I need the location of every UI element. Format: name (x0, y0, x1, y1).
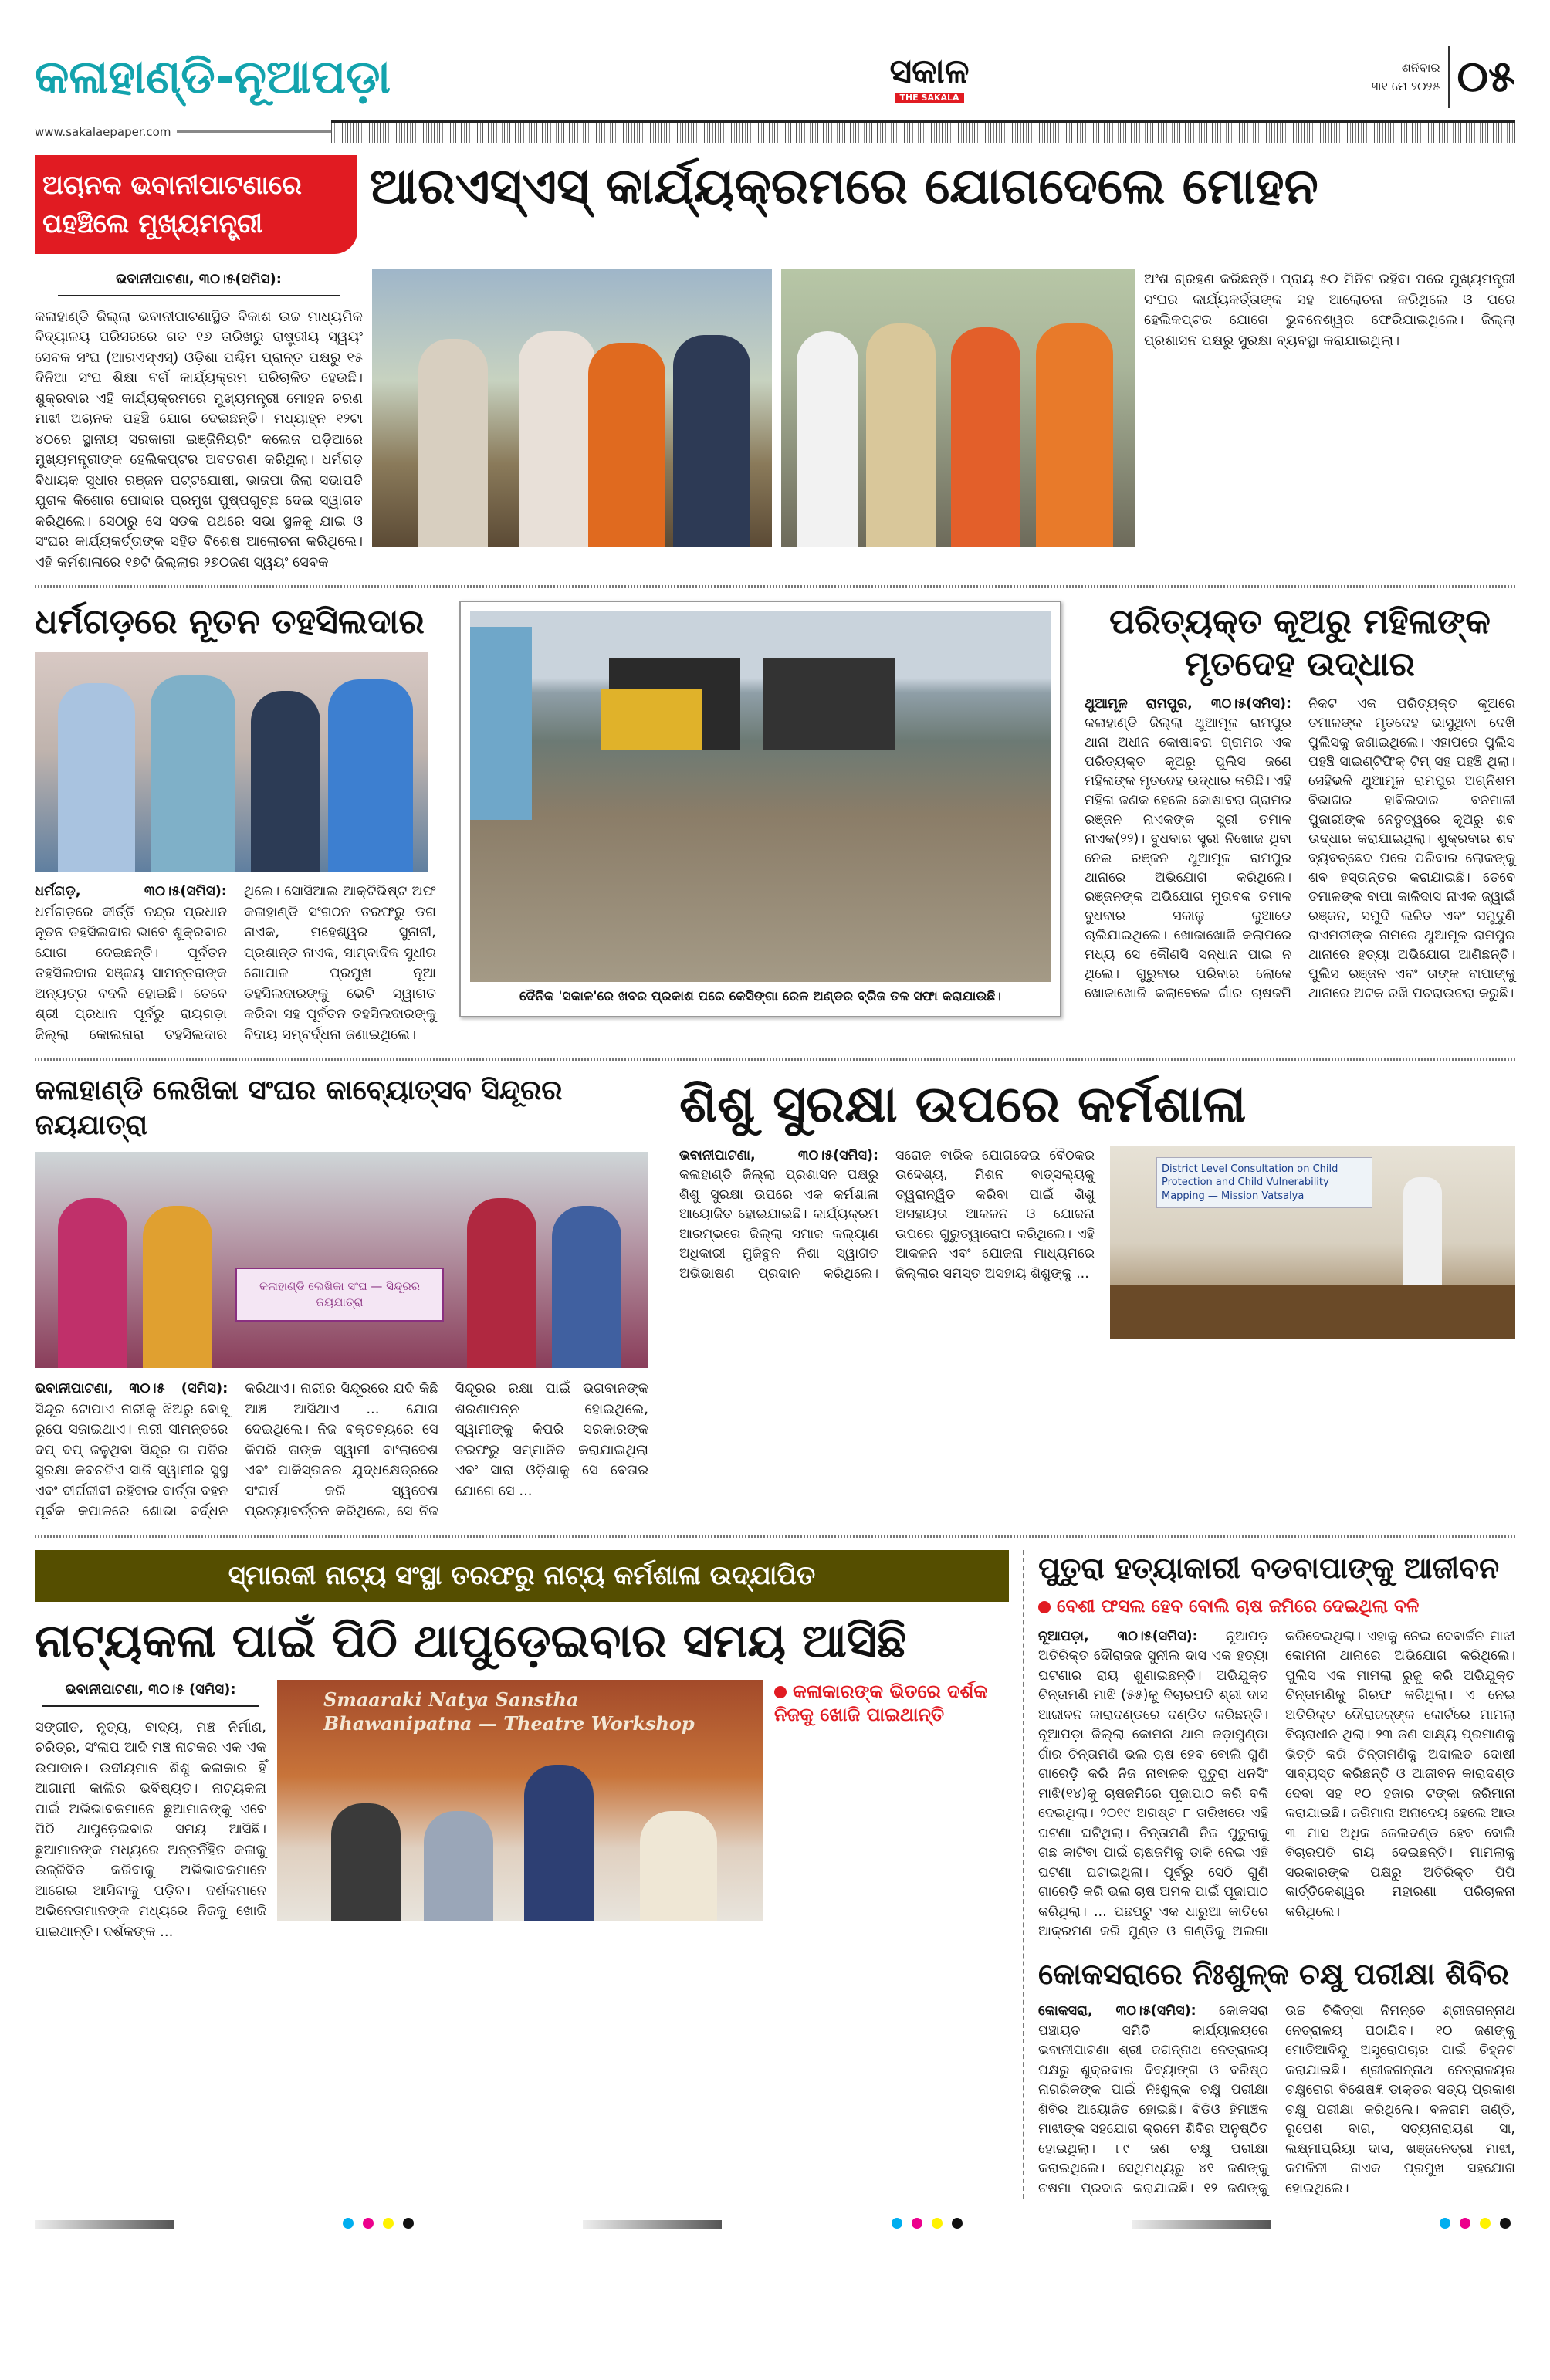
bullet-dot-icon (774, 1686, 787, 1698)
dharmagarh-body (35, 882, 436, 1045)
logo-tag: THE SAKALA (895, 93, 964, 103)
masthead-decorative-bar (331, 120, 1515, 143)
photo-theatre-workshop (277, 1680, 763, 1921)
dharmagarh-headline: ଧର୍ମଗଡ଼ରେ ନୂତନ ତହସିଲଦାର (35, 602, 425, 642)
murder-subhead (1038, 1596, 1515, 1618)
edition-title: କଳାହାଣ୍ଡି-ନୂଆପଡ଼ା (35, 50, 391, 104)
child-content (679, 1146, 1515, 1339)
newspaper-logo (868, 52, 991, 103)
theatre-subhead (774, 1680, 1009, 1735)
issue-day: ଶନିବାର (1401, 60, 1440, 75)
poetry-column (35, 1073, 648, 1522)
lead-body-text: କଳାହାଣ୍ଡି ଜିଲ୍ଲା ଭବାନୀପାଟଣାସ୍ଥିତ ବିକାଶ ଉଚ୍ଚ ମାଧ୍ୟମିକ ବିଦ୍ୟାଳୟ ପରିସରରେ ଗତ ୧୬ ତାରିଖରୁ ରାଷ୍ଟ୍ରୀୟ ସ୍ୱୟଂ ସେବକ ସଂଘ (ଆରଏସ୍‌ଏସ୍) ଓଡ଼ିଶା ପଶ୍ଚିମ ପ୍ରାନ୍ତ ପକ୍ଷରୁ ୧୫ ଦିନିଆ ସଂଘ ଶିକ୍ଷା ବର୍ଗ କାର୍ଯ୍ୟକ୍ରମ ପରିଚାଳିତ ହେଉଛି। ଶୁକ୍ରବାର ଏହି କାର୍ଯ୍ୟକ୍ରମରେ ମୁଖ୍ୟମନ୍ତ୍ରୀ ମୋହନ ଚରଣ ମାଝୀ ଅଚାନକ ପହଞ୍ଚି ଯୋଗ ଦେଇଛନ୍ତି। ମଧ୍ୟାହ୍ନ ୧୨ଟା ୪୦ରେ ସ୍ଥାନୀୟ ସରକାରୀ ଇଞ୍ଜିନିୟରିଂ କଲେଜ ପଡ଼ିଆରେ ମୁଖ୍ୟମନ୍ତ୍ରୀଙ୍କ ହେଲିକପ୍ଟର ଅବତରଣ କରିଥିଲା। ଧର୍ମଗଡ଼ ବିଧାୟକ ସୁଧୀର ରଞ୍ଜନ ପଟ୍ଟଯୋଷୀ, ଭାଜପା ଜିଲା ସଭାପତି ଯୁଗଳ କିଶୋର ପୋଦ୍ଦାର ପ୍ରମୁଖ ପୁଷ୍ପଗୁଚ୍ଛ ଦେଇ ସ୍ୱାଗତ କରିଥିଲେ। ସେଠାରୁ ସେ ସଡକ ପଥରେ ସଭା ସ୍ଥଳକୁ ଯାଇ ଓ ସଂଘର କାର୍ଯ୍ୟକର୍ତ୍ତାଙ୍କ ସହିତ ବିଶେଷ ଆଲୋଚନା କରିଥିଲେ। ଏହି କର୍ମଶାଳାରେ ୧୭ଟି ଜିଲ୍ଲାର ୨୭୦ଜଣ ସ୍ୱୟଂ ସେବକ (35, 308, 363, 570)
murder-subhead-text: ବେଶୀ ଫସଲ ହେବ ବୋଲି ଚାଷ ଜମିରେ ଦେଇଥିଲା ବଳି (1057, 1596, 1420, 1617)
photo-underbridge-cleaning (470, 611, 1051, 982)
page-number: ୦୫ (1448, 46, 1516, 108)
lead-headline: ଆରଏସ୍‌ଏସ୍ କାର୍ଯ୍ୟକ୍ରମରେ ଯୋଗଦେଲେ ମୋହନ (370, 158, 1318, 215)
murder-text: ନୂଆପଡ଼ ଅତିରିକ୍ତ ଦୌରାଜଜ ସୁନୀଲ ଦାସ ଏକ ହତ୍ୟା ଘଟଣାର ରାୟ ଶୁଣାଇଛନ୍ତି। ଅଭିଯୁକ୍ତ ଚିନ୍ତାମଣି ମାଝି (୫୫)କୁ ବିଚାରପତି ଶ୍ରୀ ଦାସ ଆଜୀବନ କାରାଦଣ୍ଡରେ ଦଣ୍ଡିତ କରିଛନ୍ତି। ନୂଆପଡ଼ା ଜିଲ୍ଲା କୋମନା ଥାନା ଜଡ଼ାମୁଣ୍ଡା ଗାଁର ଚିନ୍ତାମଣି ଭଲ ଚାଷ ହେବ ବୋଲି ଗୁଣି ଗାରେଡ଼ି କରି ନିଜ ନାବାଳକ ପୁତୁରା ଧନସିଂ ମାଝି(୧୪)କୁ ଚାଷଜମିରେ ପୂଜାପାଠ କରି ବଳି ଦେଇଥିଲା। ୨୦୧୯ ଅଗଷ୍ଟ ୮ ତାରିଖରେ ଏହି ଘଟଣା ଘଟିଥିଲା। ଚିନ୍ତାମଣି ନିଜ ପୁତୁରାକୁ ଗଛ କାଟିବା ପାଇଁ ଚାଷଜମିକୁ ଡାକି ନେଇ ଏହି ଘଟଣା ଘଟାଇଥିଲା। ପୂର୍ବରୁ ସେଠି ଗୁଣି ଗାରେଡ଼ି କରି ଭଲ ଚାଷ ଅମଳ ପାଇଁ ପୂଜାପାଠ କରିଥିଲା। ... ପଛପଟୁ ଏକ ଧାରୁଆ କାତିରେ ଆକ୍ରମଣ କରି ମୁଣ୍ଡ ଓ ଗଣ୍ଡିକୁ ଅଲଗା କରିଦେଇଥିଲା। ଏହାକୁ ନେଇ ଦେବାର୍ଚ୍ଚନ ମାଝୀ କୋମନା ଥାନାରେ ଅଭିଯୋଗ କରିଥିଲେ। ପୁଲିସ ଏକ ମାମଲା ରୁଜୁ କରି ଅଭିଯୁକ୍ତ ଚିନ୍ତାମଣିକୁ ଗିରଫ କରିଥିଲା। ଏ ନେଇ ଅତିରିକ୍ତ ଦୌରାଜଜ୍‌ଙ୍କ କୋର୍ଟରେ ମାମଲା ବିଚାରାଧୀନ ଥିଲା। ୨୩ ଜଣ ସାକ୍ଷ୍ୟ ପ୍ରମାଣକୁ ଭିତ୍ତି କରି ଚିନ୍ତାମଣିକୁ ଅଦାଲତ ଦୋଷୀ ସାବ୍ୟସ୍ତ କରିଛନ୍ତି ଓ ଆଜୀବନ କାରାଦଣ୍ଡ ଦେବା ସହ ୧୦ ହଜାର ଟଙ୍କା ଜରିମାନା କରାଯାଇଛି। ଜରିମାନା ଅନାଦେୟ ହେଲେ ଆଉ ୩ ମାସ ଅଧିକ ଜେଲଦଣ୍ଡ ହେବ ବୋଲି ବିଚାରପତି ରାୟ ଦେଇଛନ୍ତି। ମାମଲାକୁ ସରକାରଙ୍କ ପକ୍ଷରୁ ଅତିରିକ୍ତ ପିପି କାର୍ତ୍ତିକେଶ୍ୱର ମହାରଣା ପରିଚାଳନା କରିଥିଲେ। (1038, 1628, 1515, 1940)
photo-child-workshop (1110, 1146, 1515, 1339)
lead-header (35, 155, 1515, 254)
well-column (1085, 601, 1515, 1004)
dharmagarh-dateline: ଧର୍ମଗଡ଼, ୩୦।୫(ସମିସ): (35, 883, 227, 899)
section-two (35, 601, 1515, 1045)
workshop-sign: District Level Consultation on Child Protection and Child Vulnerability Mapping — Mission Vatsalya (1156, 1157, 1372, 1209)
lead-dateline: ଭବାନୀପାଟଣା, ୩୦।୫(ସମିସ): (58, 269, 340, 296)
photo-cm-welcome (372, 269, 772, 547)
well-text: କଳାହାଣ୍ଡି ଜିଲ୍ଲା ଥୁଆମୂଳ ରାମପୁର ଥାନା ଅଧୀନ କୋଷାବରା ଗ୍ରାମର ଏକ ପରିତ୍ୟକ୍ତ କୂଅରୁ ପୁଲିସ ଜଣେ ମହିଳାଙ୍କ ମୃତଦେହ ଉଦ୍ଧାର କରିଛି। ଏହି ମହିଳା ଜଣକ ହେଲେ କୋଷାବରା ଗ୍ରାମର ରଞ୍ଜନ ନାଏକଙ୍କ ସ୍ତ୍ରୀ ତମାଳ ନାଏକ(୨୨)। ବୁଧବାର ସ୍ତ୍ରୀ ନିଖୋଜ ଥିବା ନେଇ ରଞ୍ଜନ ଥୁଆମୂଳ ରାମପୁର ଥାନାରେ ଅଭିଯୋଗ କରିଥିଲେ। ରଞ୍ଜନଙ୍କ ଅଭିଯୋଗ ମୁତାବକ ତମାଳ ବୁଧବାର ସକାଳୁ କୁଆଡେ ଚାଲିଯାଇଥିଲେ। ଖୋଜାଖୋଜି କଲାପରେ ମଧ୍ୟ ସେ କୌଣସି ସନ୍ଧାନ ପାଇ ନ ଥିଲେ। ଗୁରୁବାର ପରିବାର ଲୋକେ ଖୋଜାଖୋଜି କଲାବେଳେ ଗାଁର ଚାଷଜମି ନିକଟ ଏକ ପରିତ୍ୟକ୍ତ କୂଅରେ ତମାଳଙ୍କ ମୃତଦେହ ଭାସୁଥିବା ଦେଖି ପୁଲିସକୁ ଜଣାଇଥିଲେ। ଏହାପରେ ପୁଲିସ ପହଞ୍ଚି ସାଇଣ୍ଟିଫିକ୍ ଟିମ୍ ସହ ପହଞ୍ଚି ଥିଲା। ସେହିଭଳି ଥୁଆମୂଳ ରାମପୁର ଅଗ୍ନିଶମ ବିଭାଗର ହାବିଲଦାର ବନମାଳୀ ପୁଜାରୀଙ୍କ ନେତୃତ୍ୱରେ କୂଅରୁ ଶବ ଉଦ୍ଧାର କରାଯାଇଥିଲା। ଶୁକ୍ରବାର ଶବ ବ୍ୟବଚ୍ଛେଦ ପରେ ପରିବାର ଲୋକଙ୍କୁ ଶବ ହସ୍ତାନ୍ତର କରାଯାଇଛି। ତେବେ ତମାଳଙ୍କ ବାପା କାଳିଦାସ ନାଏକ ଜ୍ୱାଇଁ ରଞ୍ଜନ, ସମୁଦି ଲଳିତ ଏବଂ ସମୁଦୁଣି ରାଏମତୀଙ୍କ ନାମରେ ଥୁଆମୂଳ ରାମପୁର ଥାନାରେ ହତ୍ୟା ଅଭିଯୋଗ ଆଣିଛନ୍ତି। ପୁଲିସ ରଞ୍ଜନ ଏବଂ ତାଙ୍କ ବାପାଙ୍କୁ ଥାନାରେ ଅଟକ ରଖି ପଚରାଉଚରା କରୁଛି। (1085, 696, 1515, 1001)
well-dateline: ଥୁଆମୂଳ ରାମପୁର, ୩୦।୫(ସମିସ): (1085, 696, 1291, 712)
underbridge-photo-frame (459, 601, 1061, 1017)
issue-date (1372, 59, 1448, 96)
lead-content (35, 269, 1515, 573)
logo-text: ସକାଳ (889, 52, 970, 91)
child-text: କଳାହାଣ୍ଡି ଜିଲ୍ଲା ପ୍ରଶାସନ ପକ୍ଷରୁ ଶିଶୁ ସୁରକ୍ଷା ଉପରେ ଏକ କର୍ମଶାଳା ଆୟୋଜିତ ହୋଇଯାଇଛି। କାର୍ଯ୍ୟକ୍ରମ ଆରମ୍ଭରେ ଜିଲ୍ଲା ସମାଜ କଲ୍ୟାଣ ଅଧିକାରୀ ମୁଜିବୁନ ନିଶା ସ୍ୱାଗତ ଅଭିଭାଷଣ ପ୍ରଦାନ କରିଥିଲେ। ସରୋଜ ବାରିକ ଯୋଗଦେଇ ବୈଠକର ଉଦ୍ଦେଶ୍ୟ, ମିଶନ ବାତ୍ସଲ୍ୟକୁ ତ୍ୱରାନ୍ୱିତ କରିବା ପାଇଁ ଶିଶୁ ଅସହାୟତା ଆକଳନ ଓ ଯୋଜନା ଉପରେ ଗୁରୁତ୍ୱାରୋପ କରିଥିଲେ। ଏହି ଆକଳନ ଏବଂ ଯୋଜନା ମାଧ୍ୟମରେ ଜିଲ୍ଲାର ସମସ୍ତ ଅସହାୟ ଶିଶୁଙ୍କୁ ... (679, 1147, 1095, 1281)
child-headline: ଶିଶୁ ସୁରକ୍ଷା ଉପରେ କର୍ମଶାଳା (679, 1075, 1247, 1134)
website-rule (177, 130, 331, 133)
photo-tahsildar (35, 652, 428, 872)
issue-info (1284, 46, 1515, 108)
section-four (35, 1550, 1515, 2199)
section-divider (35, 585, 1515, 588)
theatre-subhead-text: କଳାକାରଙ୍କ ଭିତରେ ଦର୍ଶକ ନିଜକୁ ଖୋଜି ପାଇଥାନ୍ତି (774, 1681, 988, 1726)
theatre-text: ସଙ୍ଗୀତ, ନୃତ୍ୟ, ବାଦ୍ୟ, ମଞ୍ଚ ନିର୍ମାଣ, ଚରିତ୍ର, ସଂଳାପ ଆଦି ମଞ୍ଚ ନାଟକର ଏକ ଏକ ଉପାଦାନ। ଉଦୀୟମାନ ଶିଶୁ କଳାକାର ହିଁ ଆଗାମୀ କାଲିର ଭବିଷ୍ୟତ। ନାଟ୍ୟକଳା ପାଇଁ ଅଭିଭାବକମାନେ ଛୁଆମାନଙ୍କୁ ଏବେ ପିଠି ଥାପୁଡ଼େଇବାର ସମୟ ଆସିଛି। ଛୁଆମାନଙ୍କ ମଧ୍ୟରେ ଅନ୍ତର୍ନିହିତ କଳାକୁ ଉଜ୍ଜିବିତ କରିବାକୁ ଅଭିଭାବକମାନେ ଆଗେଇ ଆସିବାକୁ ପଡ଼ିବ। ଦର୍ଶକମାନେ ଅଭିନେତାମାନଙ୍କ ମଧ୍ୟରେ ନିଜକୁ ଖୋଜି ପାଇଥାନ୍ତି। ଦର୍ଶକଙ୍କ ... (35, 1718, 266, 1940)
child-column (679, 1073, 1515, 1339)
poetry-headline: କଳାହାଣ୍ଡି ଲେଖିକା ସଂଘର କାବ୍ୟୋତ୍ସବ ସିନ୍ଦୂରର ଜୟଯାତ୍ରା (35, 1075, 563, 1141)
eye-camp-text: କୋକସରା ପଞ୍ଚାୟତ ସମିତି କାର୍ଯ୍ୟାଳୟରେ ଭବାନୀପାଟଣା ଶ୍ରୀ ଜଗନ୍ନାଥ ନେତ୍ରାଳୟ ପକ୍ଷରୁ ଶୁକ୍ରବାର ଦିବ୍ୟାଙ୍ଗ ଓ ବରିଷ୍ଠ ନାଗରିକଙ୍କ ପାଇଁ ନିଃଶୁଳ୍କ ଚକ୍ଷୁ ପରୀକ୍ଷା ଶିବିର ଆୟୋଜିତ ହୋଇଛି। ବିଡିଓ ହିମାଞ୍ଚଳ ମାଝୀଙ୍କ ସହଯୋଗ କ୍ରମେ ଶିବିର ଅନୁଷ୍ଠିତ ହୋଇଥିଲା। ୮୯ ଜଣ ଚକ୍ଷୁ ପରୀକ୍ଷା କରାଇଥିଲେ। ସେଥିମଧ୍ୟରୁ ୪୧ ଜଣଙ୍କୁ ଚଷମା ପ୍ରଦାନ କରାଯାଇଛି। ୧୨ ଜଣଙ୍କୁ ଉଚ୍ଚ ଚିକିତ୍ସା ନିମନ୍ତେ ଶ୍ରୀଜଗନ୍ନାଥ ନେତ୍ରାଳୟ ପଠାଯିବ। ୧୦ ଜଣଙ୍କୁ ମୋତିଆବିନ୍ଦୁ ଅସ୍ତ୍ରୋପଚାର ପାଇଁ ଚିହ୍ନଟ କରାଯାଇଛି। ଶ୍ରୀଜଗନ୍ନାଥ ନେତ୍ରାଳୟର ଚକ୍ଷୁରୋଗ ବିଶେଷଜ୍ଞ ଡାକ୍ତର ସତ୍ୟ ପ୍ରକାଶ ଚକ୍ଷୁ ପରୀକ୍ଷା କରିଥିଲେ। ବଳରାମ ତାଣ୍ଡି, ରୂପେଶ ବାଗ, ସତ୍ୟନାରାୟଣ ସା, ଲକ୍ଷ୍ମୀପ୍ରିୟା ଦାସ, ଖଞ୍ଜନେତ୍ରୀ ମାଝୀ, କମଳିନୀ ନାଏକ ପ୍ରମୁଖ ସହଯୋଗ ହୋଇଥିଲେ। (1038, 2003, 1515, 2196)
poetry-dateline: ଭବାନୀପାଟଣା, ୩୦।୫ (ସମିସ): (35, 1380, 228, 1397)
well-body (1085, 695, 1515, 1004)
right-column (1023, 1550, 1515, 2199)
murder-body (1038, 1627, 1515, 1942)
murder-headline: ପୁତୁରା ହତ୍ୟାକାରୀ ବଡବାପାଙ୍କୁ ଆଜୀବନ (1038, 1550, 1500, 1585)
section-three (35, 1073, 1515, 1522)
theatre-headline: ନାଟ୍ୟକଳା ପାଇଁ ପିଠି ଥାପୁଡ଼େଇବାର ସମୟ ଆସିଛି (35, 1614, 907, 1669)
theatre-banner: ସ୍ମାରକୀ ନାଟ୍ୟ ସଂସ୍ଥା ତରଫରୁ ନାଟ୍ୟ କର୍ମଶାଳା ଉଦ୍‌ଯାପିତ (35, 1550, 1009, 1603)
child-dateline: ଭବାନୀପାଟଣା, ୩୦।୫(ସମିସ): (679, 1147, 878, 1163)
photo-poetry-festival (35, 1152, 648, 1368)
poetry-photo-banner: କଳାହାଣ୍ଡି ଲେଖିକା ସଂଘ — ସିନ୍ଦୂରର ଜୟଯାତ୍ରା (235, 1268, 444, 1322)
theatre-photo-banner: Smaaraki Natya Sanstha Bhawanipatna — Theatre Workshop (323, 1688, 695, 1735)
poetry-text: ସିନ୍ଦୂର ଟୋପାଏ ନାରୀକୁ ଝିଅରୁ ବୋହୂ ରୂପେ ସଜାଇଥାଏ। ନାରୀ ସୀମନ୍ତରେ ଦପ୍ ଦପ୍ ଜଳୁଥିବା ସିନ୍ଦୂର ତା ପତିର ସୁରକ୍ଷା କବଚଟିଏ ସାଜି ସ୍ୱାମୀର ସୁସ୍ଥ ଏବଂ ଦୀର୍ଘଜୀବୀ ରହିବାର ବାର୍ତ୍ତା ବହନ ପୂର୍ବକ କପାଳରେ ଶୋଭା ବର୍ଦ୍ଧନ କରିଥାଏ। ନାରୀର ସିନ୍ଦୂରରେ ଯଦି କିଛି ଆଞ୍ଚ ଆସିଥାଏ ... ଯୋଗ ଦେଇଥିଲେ। ନିଜ ବକ୍ତବ୍ୟରେ ସେ କିପରି ତାଙ୍କ ସ୍ୱାମୀ ବାଂଲାଦେଶ ଏବଂ ପାକିସ୍ତାନର ଯୁଦ୍ଧକ୍ଷେତ୍ରରେ ସଂଘର୍ଷ କରି ସ୍ୱଦେଶ ପ୍ରତ୍ୟାବର୍ତ୍ତନ କରିଥିଲେ, ସେ ନିଜ ସିନ୍ଦୂରର ରକ୍ଷା ପାଇଁ ଭଗବାନଙ୍କ ଶରଣାପନ୍ନ ହୋଇଥିଲେ, ସ୍ୱାମୀଙ୍କୁ କିପରି ସରକାରଙ୍କ ତରଫରୁ ସମ୍ମାନିତ କରାଯାଇଥିଲା ଏବଂ ସାରା ଓଡ଼ିଶାକୁ ସେ ବେତାର ଯୋଗେ ସେ ... (35, 1380, 648, 1519)
masthead-subbar (35, 120, 1515, 143)
dharmagarh-text: ଧର୍ମଗଡ଼ରେ କୀର୍ତ୍ତି ଚନ୍ଦ୍ର ପ୍ରଧାନ ନୂତନ ତହସିଲଦାର ଭାବେ ଶୁକ୍ରବାର ଯୋଗ ଦେଇଛନ୍ତି। ପୂର୍ବତନ ତହସିଲଦାର ସଞ୍ଜୟ ସାମନ୍ତରାଙ୍କ ଅନ୍ୟତ୍ର ବଦଳି ହୋଇଛି। ତେବେ ଶ୍ରୀ ପ୍ରଧାନ ପୂର୍ବରୁ ରାୟଗଡ଼ା ଜିଲ୍ଲା କୋଲନାରା ତହସିଲଦାର ଥିଲେ। ସୋସିଆଲ ଆକ୍ଟିଭିଷ୍ଟ ଅଫ କଳାହାଣ୍ଡି ସଂଗଠନ ତରଫରୁ ଡଗ ନାଏକ, ମହେଶ୍ୱର ସୁନାନୀ, ପ୍ରଶାନ୍ତ ନାଏକ, ସାମ୍ବାଦିକ ସୁଧୀର ଗୋପାଳ ପ୍ରମୁଖ ନୂଆ ତହସିଲଦାରଙ୍କୁ ଭେଟି ସ୍ୱାଗତ କରିବା ସହ ପୂର୍ବତନ ତହସିଲଦାରଙ୍କୁ ବିଦାୟ ସମ୍ବର୍ଦ୍ଧନା ଜଣାଇଥିଲେ। (35, 883, 436, 1043)
lead-body-right: ଅଂଶ ଗ୍ରହଣ କରିଛନ୍ତି। ପ୍ରାୟ ୫୦ ମିନିଟ ରହିବା ପରେ ମୁଖ୍ୟମନ୍ତ୍ରୀ ସଂଘର କାର୍ଯ୍ୟକର୍ତ୍ତାଙ୍କ ସହ ଆଲୋଚନା କରିଥିଲେ ଓ ପରେ ହେଲିକପ୍ଟର ଯୋଗେ ଭୁବନେଶ୍ୱର ଫେରିଯାଇଥିଲେ। ଜିଲ୍ଲା ପ୍ରଶାସନ ପକ୍ଷରୁ ସୁରକ୍ଷା ବ୍ୟବସ୍ଥା କରାଯାଇଥିଲା। (1144, 271, 1515, 349)
eye-camp-dateline: କୋକସରା, ୩୦।୫(ସମିସ): (1038, 2003, 1196, 2019)
issue-date-text: ୩୧ ମେ ୨୦୨୫ (1371, 79, 1440, 93)
theatre-column (35, 1550, 1009, 1943)
lead-kicker: ଅଚାନକ ଭବାନୀପାଟଣାରେ ପହଞ୍ଚିଲେ ମୁଖ୍ୟମନ୍ତ୍ରୀ (35, 155, 357, 254)
theatre-dateline: ଭବାନୀପାଟଣା, ୩୦।୫ (ସମିସ): (42, 1680, 259, 1707)
masthead (35, 0, 1515, 116)
theatre-body (35, 1680, 266, 1942)
murder-dateline: ନୂଆପଡ଼ା, ୩୦।୫(ସମିସ): (1038, 1628, 1198, 1644)
underbridge-caption: ଦୈନିକ 'ସକାଳ'ରେ ଖବର ପ୍ରକାଶ ପରେ କେସିଙ୍ଗା ରେଳ ଅଣ୍ଡର ବ୍ରିଜ ତଳ ସଫା କରାଯାଉଛି। (519, 989, 1001, 1004)
eye-camp-headline: କୋକସରାରେ ନିଃଶୁଳ୍କ ଚକ୍ଷୁ ପରୀକ୍ଷା ଶିବିର (1038, 1956, 1509, 1991)
section-divider (35, 1535, 1515, 1538)
photo-cm-greeting (781, 269, 1135, 547)
poetry-body (35, 1379, 648, 1522)
dharmagarh-column (35, 601, 436, 1045)
well-headline: ପରିତ୍ୟକ୍ତ କୂଅରୁ ମହିଳାଙ୍କ ମୃତଦେହ ଉଦ୍ଧାର (1109, 602, 1491, 684)
eye-camp-body (1038, 2002, 1515, 2199)
website-link[interactable]: www.sakalaepaper.com (35, 124, 171, 139)
lead-body-left (35, 269, 363, 573)
bullet-dot-icon (1038, 1601, 1051, 1613)
child-body (679, 1146, 1095, 1285)
print-registration-bar (35, 2217, 1515, 2232)
section-divider (35, 1058, 1515, 1061)
theatre-content (35, 1680, 1009, 1942)
